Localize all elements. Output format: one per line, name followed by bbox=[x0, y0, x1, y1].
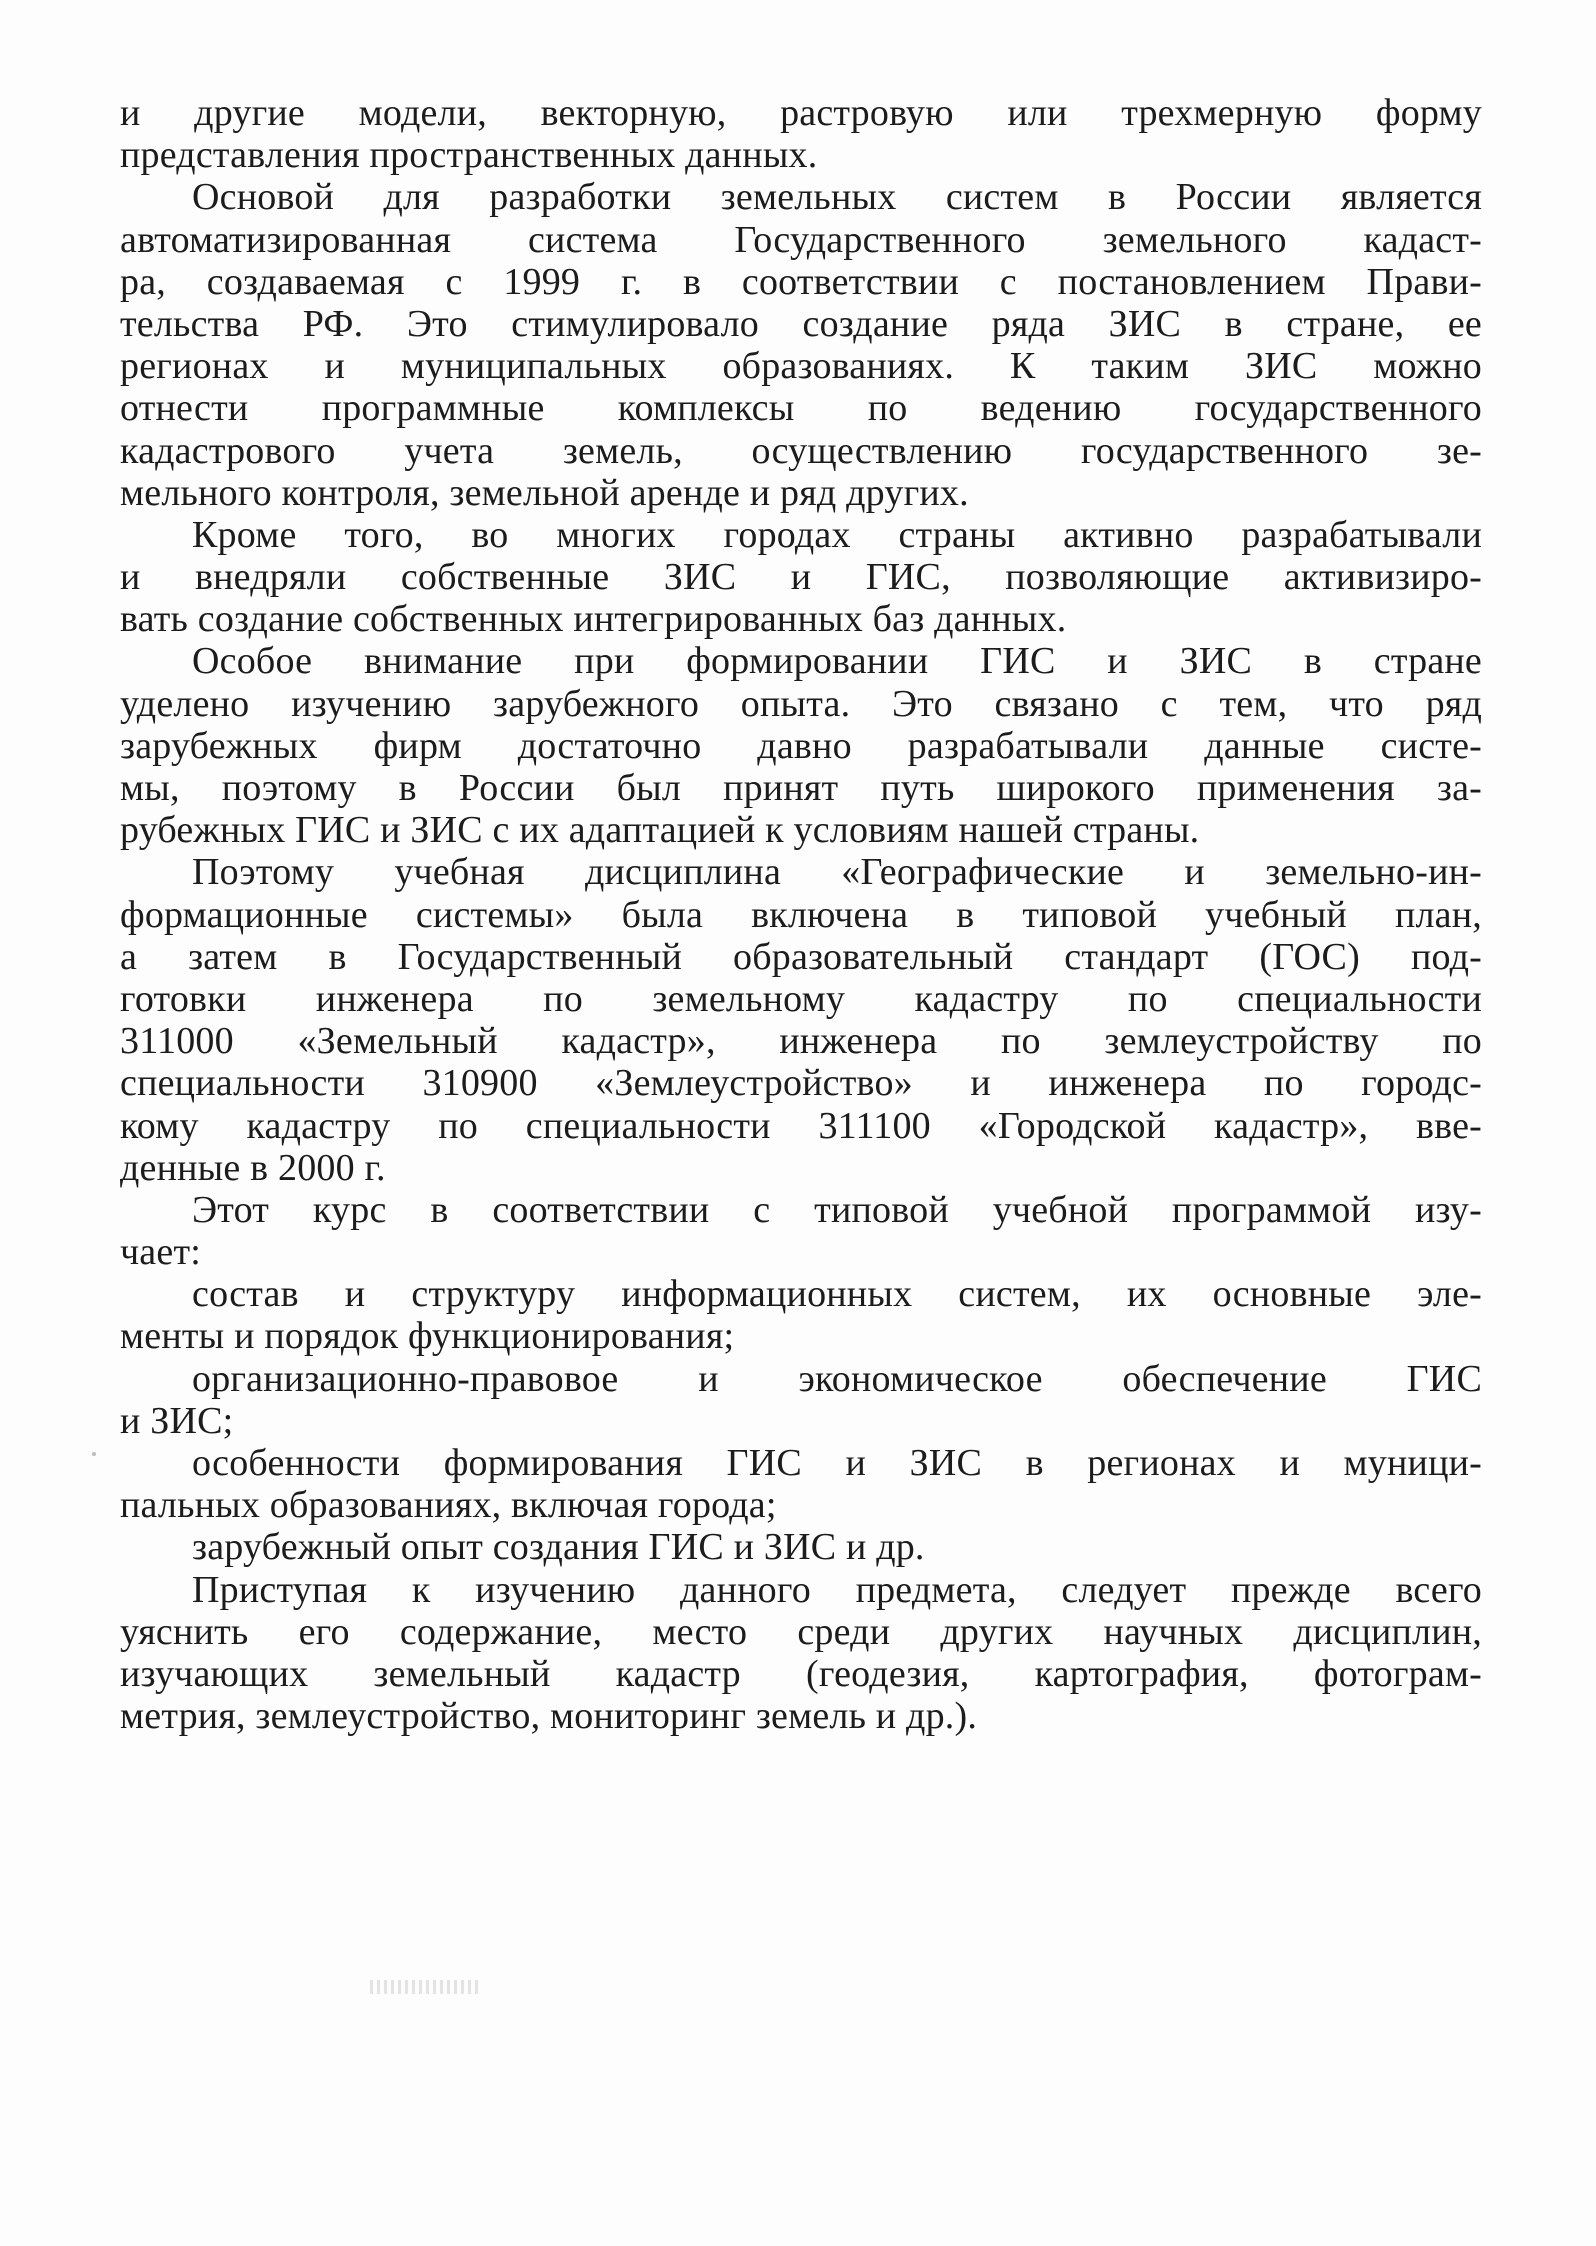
text-line: Поэтому учебная дисциплина «Географические и земельно-ин- bbox=[192, 851, 1482, 894]
text-line: тельства РФ. Это стимулировало создание ряда ЗИС в стране, ее bbox=[120, 302, 1482, 345]
text-line: Особое внимание при формировании ГИС и ЗИС в стране bbox=[192, 640, 1482, 683]
text-line: мы, поэтому в России был принят путь широкого применения за- bbox=[120, 767, 1482, 809]
text-line: и ЗИС; bbox=[120, 1399, 234, 1442]
text-line: кому кадастру по специальности 311100 «Городской кадастр», вве- bbox=[120, 1104, 1482, 1147]
text-line: изучающих земельный кадастр (геодезия, картография, фотограм- bbox=[120, 1652, 1482, 1695]
text-line: автоматизированная система Государственного земельного кадаст- bbox=[120, 218, 1482, 261]
text-line: зарубежный опыт создания ГИС и ЗИС и др. bbox=[192, 1526, 925, 1569]
text-line: менты и порядок функционирования; bbox=[120, 1315, 735, 1358]
text-line: и внедряли собственные ЗИС и ГИС, позволяющие активизиро- bbox=[120, 556, 1482, 599]
text-line: 311000 «Земельный кадастр», инженера по землеустройству по bbox=[120, 1020, 1482, 1063]
text-line: отнести программные комплексы по ведению государственного bbox=[120, 387, 1482, 430]
text-line: специальности 310900 «Землеустройство» и инженера по городс- bbox=[120, 1062, 1482, 1105]
text-line: Приступая к изучению данного предмета, следует прежде всего bbox=[192, 1568, 1482, 1611]
text-line: уделено изучению зарубежного опыта. Это связано с тем, что ряд bbox=[120, 682, 1482, 725]
text-line: денные в 2000 г. bbox=[120, 1146, 386, 1189]
text-line: Основой для разработки земельных систем в России является bbox=[192, 176, 1482, 219]
text-line: зарубежных фирм достаточно давно разрабатывали данные систе- bbox=[120, 724, 1482, 767]
text-line: организационно-правовое и экономическое обеспечение ГИС bbox=[192, 1357, 1482, 1400]
scan-smudge bbox=[370, 1980, 480, 1994]
scan-speck bbox=[92, 1452, 96, 1456]
text-line: особенности формирования ГИС и ЗИС в регионах и муници- bbox=[192, 1442, 1482, 1484]
text-line: рубежных ГИС и ЗИС с их адаптацией к условиям нашей страны. bbox=[120, 809, 1200, 852]
body-text bbox=[120, 92, 1482, 1737]
text-line: регионах и муниципальных образованиях. К таким ЗИС можно bbox=[120, 345, 1482, 388]
text-line: пальных образованиях, включая города; bbox=[120, 1484, 777, 1527]
text-line: Этот курс в соответствии с типовой учебной программой изу- bbox=[192, 1188, 1482, 1231]
text-line: Кроме того, во многих городах страны активно разрабатывали bbox=[192, 513, 1482, 556]
text-line: готовки инженера по земельному кадастру по специальности bbox=[120, 977, 1482, 1020]
text-line: и другие модели, векторную, растровую или трехмерную форму bbox=[120, 92, 1482, 134]
text-line: состав и структуру информационных систем, их основные эле- bbox=[192, 1273, 1482, 1316]
text-line: мельного контроля, земельной аренде и ряд других. bbox=[120, 471, 969, 514]
text-line: уяснить его содержание, место среди других научных дисциплин, bbox=[120, 1610, 1482, 1653]
text-line: ра, создаваемая с 1999 г. в соответствии с постановлением Прави- bbox=[120, 260, 1482, 303]
text-line: кадастрового учета земель, осуществлению государственного зе- bbox=[120, 429, 1482, 472]
text-line: а затем в Государственный образовательный стандарт (ГОС) под- bbox=[120, 935, 1482, 978]
text-line: представления пространственных данных. bbox=[120, 134, 818, 177]
text-line: чает: bbox=[120, 1231, 202, 1274]
text-line: вать создание собственных интегрированных баз данных. bbox=[120, 598, 1067, 641]
text-line: метрия, землеустройство, мониторинг земель и др.). bbox=[120, 1695, 978, 1738]
text-line: формационные системы» была включена в типовой учебный план, bbox=[120, 893, 1482, 936]
